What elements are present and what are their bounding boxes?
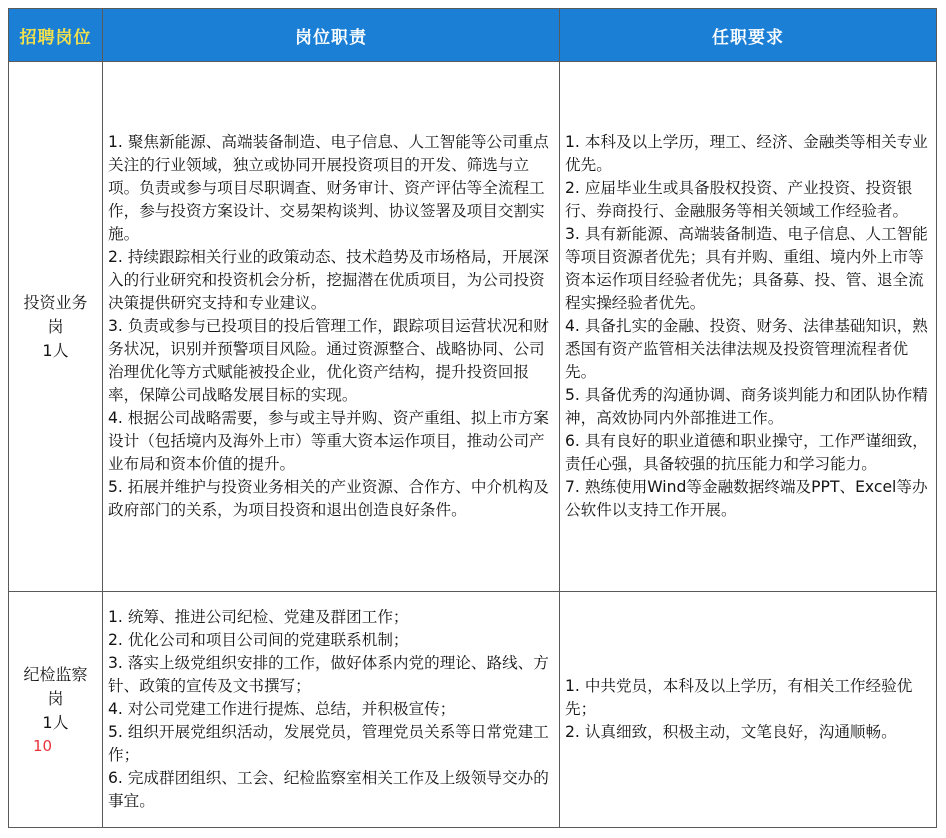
recruitment-table-sheet: [8, 8, 936, 832]
header-duties: 岗位职责: [103, 9, 560, 62]
recruitment-table: [8, 8, 937, 828]
duty-item: 4. 对公司党建工作进行提炼、总结，并积极宣传；: [108, 700, 456, 718]
position-name-line: 岗: [47, 688, 64, 708]
position-cell: [9, 592, 103, 828]
duty-item: 5. 组织开展党组织活动，发展党员，管理党员关系等日常党建工作；: [108, 723, 549, 764]
requirements-cell: [560, 592, 937, 828]
duty-item: 2. 优化公司和项目公司间的党建联系机制；: [108, 631, 409, 649]
requirement-item: 1. 中共党员，本科及以上学历，有相关工作经验优先；: [565, 677, 913, 718]
red-mark-label: 10: [33, 736, 53, 755]
duty-item: 6. 完成群团组织、工会、纪检监察室相关工作及上级领导交办的事宜。: [108, 769, 549, 810]
duty-item: 2. 持续跟踪相关行业的政策动态、技术趋势及市场格局，开展深入的行业研究和投资机会分析，挖掘潜在优质项目，为公司投资决策提供研究支持和专业建议。: [108, 248, 549, 312]
table-row: [9, 592, 937, 828]
duty-item: 5. 拓展并维护与投资业务相关的产业资源、合作方、中介机构及政府部门的关系，为项目投资和退出创造良好条件。: [108, 478, 549, 519]
requirement-item: 4. 具备扎实的金融、投资、财务、法律基础知识，熟悉国有资产监管相关法律法规及投资管理流程者优先。: [565, 317, 928, 381]
requirement-item: 2. 认真细致，积极主动，文笔良好，沟通顺畅。: [565, 723, 897, 741]
header-requirements: 任职要求: [560, 9, 937, 62]
requirement-item: 2. 应届毕业生或具备股权投资、产业投资、投资银行、券商投行、金融服务等相关领域工作经验者。: [565, 179, 913, 220]
duty-item: 4. 根据公司战略需要，参与或主导并购、资产重组、拟上市方案设计（包括境内及海外上市）等重大资本运作项目，推动公司产业布局和资本价值的提升。: [108, 409, 549, 473]
duties-cell: [103, 592, 560, 828]
duty-item: 1. 统筹、推进公司纪检、党建及群团工作；: [108, 608, 409, 626]
requirement-item: 5. 具备优秀的沟通协调、商务谈判能力和团队协作精神，高效协同内外部推进工作。: [565, 386, 928, 427]
position-name-line: 纪检监察: [23, 664, 88, 684]
requirement-item: 6. 具有良好的职业道德和职业操守，工作严谨细致，责任心强，具备较强的抗压能力和学习能力。: [565, 432, 928, 473]
position-name-line: 投资业务: [23, 292, 88, 312]
header-position: 招聘岗位: [9, 9, 103, 62]
table-row: [9, 62, 937, 592]
duty-item: 3. 负责或参与已投项目的投后管理工作，跟踪项目运营状况和财务状况，识别并预警项目风险。通过资源整合、战略协同、公司治理优化等方式赋能被投企业，优化资产结构，提升投资回报率，保障公司战略发展目标的实现。: [108, 317, 549, 404]
duty-item: 3. 落实上级党组织安排的工作，做好体系内党的理论、路线、方针、政策的宣传及文书撰写；: [108, 654, 549, 695]
header-row: [9, 9, 937, 62]
duty-item: 1. 聚焦新能源、高端装备制造、电子信息、人工智能等公司重点关注的行业领域，独立或协同开展投资项目的开发、筛选与立项。负责或参与项目尽职调查、财务审计、资产评估等全流程工作，参与投资方案设计、交易架构谈判、协议签署及项目交割实施。: [108, 133, 549, 243]
position-name-line: 岗: [47, 316, 64, 336]
requirement-item: 1. 本科及以上学历，理工、经济、金融类等相关专业优先。: [565, 133, 928, 174]
position-headcount: 1人: [42, 712, 69, 732]
position-cell: [9, 62, 103, 592]
requirements-cell: [560, 62, 937, 592]
position-headcount: 1人: [42, 340, 69, 360]
duties-cell: [103, 62, 560, 592]
requirement-item: 7. 熟练使用Wind等金融数据终端及PPT、Excel等办公软件以支持工作开展。: [565, 478, 928, 519]
requirement-item: 3. 具有新能源、高端装备制造、电子信息、人工智能等项目资源者优先；具有并购、重组、境内外上市等资本运作项目经验者优先；具备募、投、管、退全流程实操经验者优先。: [565, 225, 928, 312]
